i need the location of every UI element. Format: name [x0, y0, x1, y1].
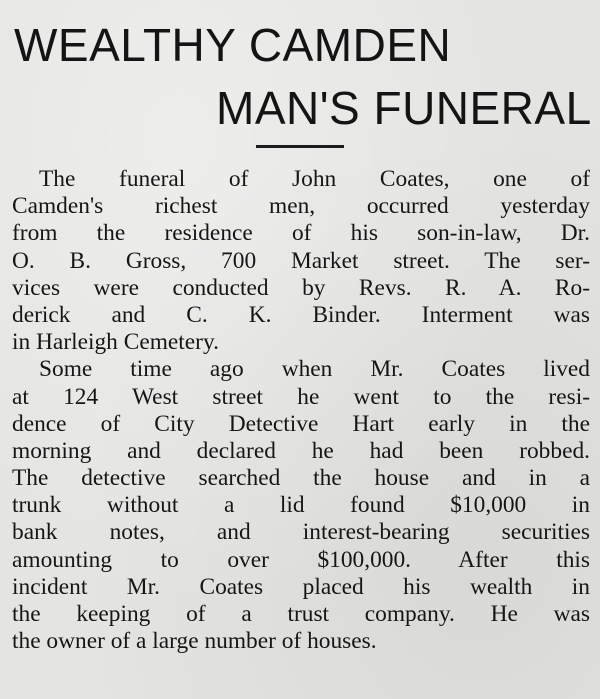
text-line: amounting to over $100,000. After this: [12, 546, 590, 573]
text-line: bank notes, and interest-bearing securities: [12, 519, 590, 546]
text-line: at 124 West street he went to the resi-: [12, 383, 590, 410]
headline-line-1: WEALTHY CAMDEN: [14, 19, 452, 71]
text-line: the owner of a large number of houses.: [12, 628, 377, 655]
headline-line-2: MAN'S FUNERAL: [216, 82, 592, 134]
text-line: Some time ago when Mr. Coates lived: [39, 356, 590, 383]
text-line: The detective searched the house and in a: [12, 465, 590, 492]
text-line: derick and C. K. Binder. Interment was: [12, 301, 590, 328]
text-line: incident Mr. Coates placed his wealth in: [12, 573, 590, 600]
text-line: morning and declared he had been robbed.: [12, 437, 590, 464]
paragraph-2: [12, 356, 590, 655]
text-line: vices were conducted by Revs. R. A. Ro-: [12, 274, 590, 301]
text-line: dence of City Detective Hart early in the: [12, 410, 590, 437]
text-line: The funeral of John Coates, one of: [39, 166, 590, 192]
text-line: the keeping of a trust company. He was: [12, 601, 590, 627]
text-line: from the residence of his son-in-law, Dr.: [12, 220, 590, 247]
text-line: Camden's richest men, occurred yesterday: [12, 193, 590, 220]
text-line: O. B. Gross, 700 Market street. The ser-: [12, 247, 590, 274]
text-line: in Harleigh Cemetery.: [12, 329, 219, 356]
text-line: trunk without a lid found $10,000 in: [12, 492, 590, 519]
paragraph-1: [12, 166, 590, 356]
article-body: [12, 166, 590, 655]
headline-divider: [256, 145, 344, 148]
